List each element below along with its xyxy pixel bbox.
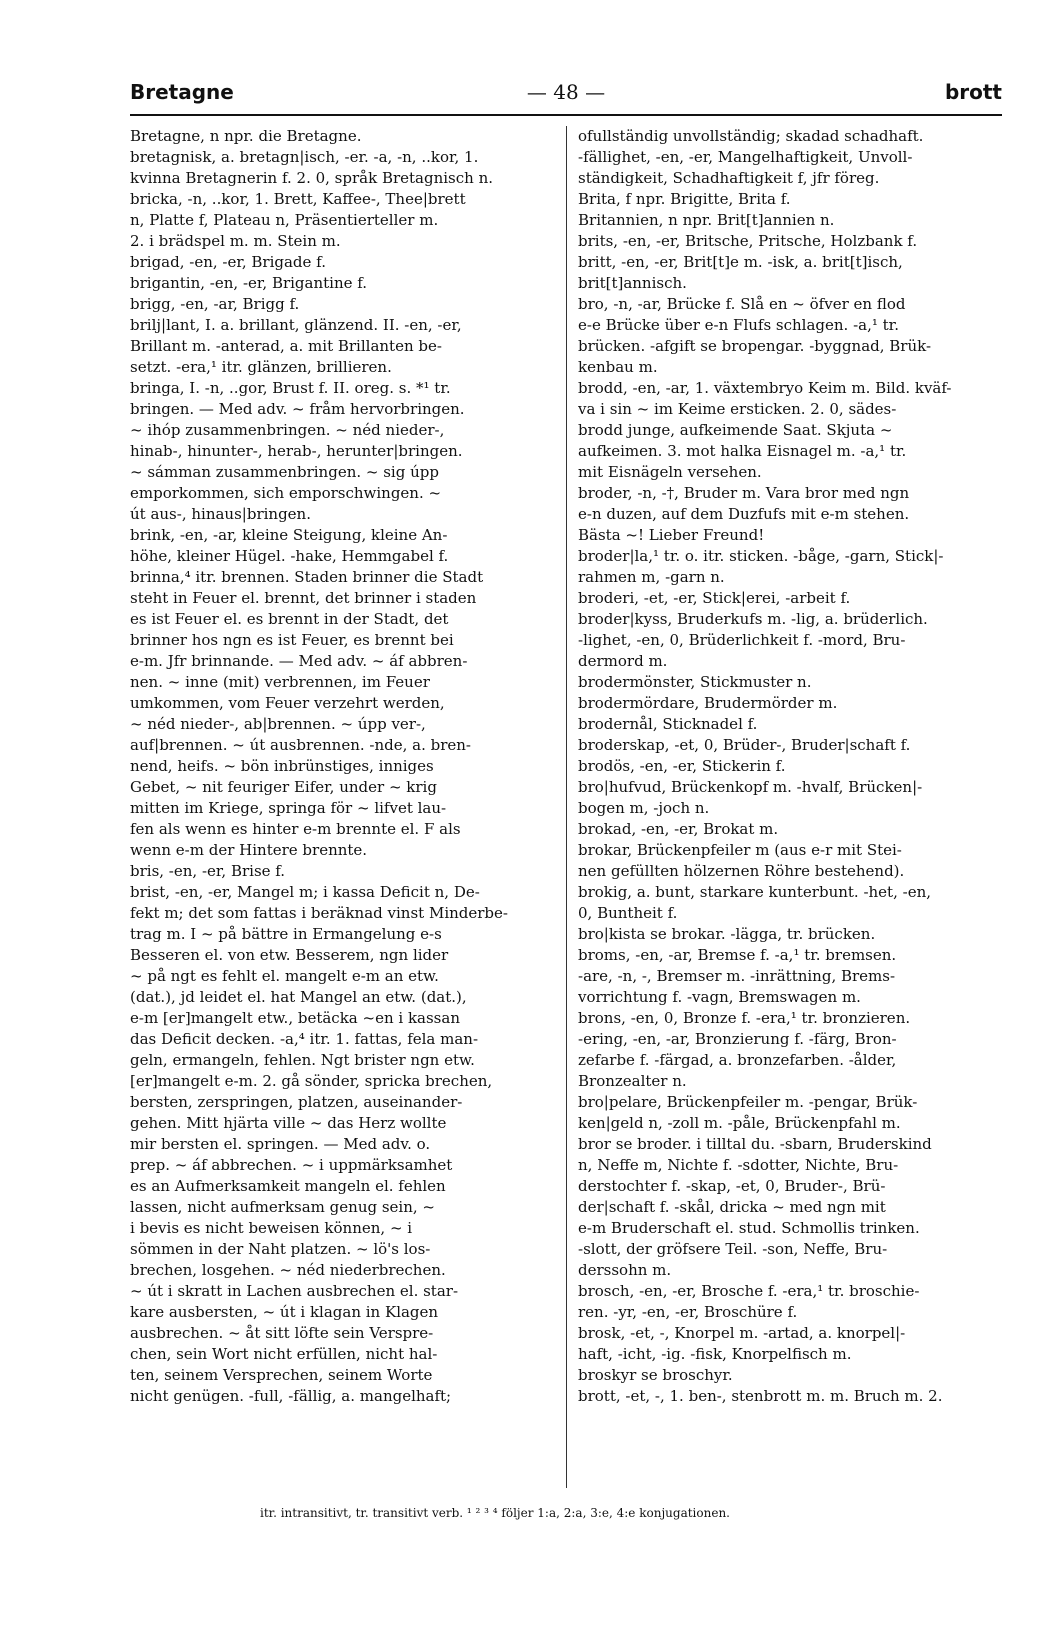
entry-line: zefarbe f. -färgad, a. bronzefarben. -ålder, [578,1051,897,1069]
entry-line: brinner hos ngn es ist Feuer, es brennt bei [130,631,454,649]
entry-line: e-m [er]mangelt etw., betäcka ~en i kassan [130,1009,460,1027]
entry-line: broder|la,¹ tr. o. itr. sticken. -båge, -garn, Stick|- [578,547,944,565]
entry-line: brodermönster, Stickmuster n. [578,673,812,691]
entry-line: rahmen m, -garn n. [578,568,725,586]
entry-line: höhe, kleiner Hügel. -hake, Hemmgabel f. [130,547,449,565]
entry-line: ~ på ngt es fehlt el. mangelt e-m an etw. [130,967,439,985]
entry-line: broder, -n, -†, Bruder m. Vara bror med ngn [578,484,910,502]
entry-line: brigg, -en, -ar, Brigg f. [130,295,300,313]
entry-line: Brita, f npr. Brigitte, Brita f. [578,190,791,208]
entry-line: 2. i brädspel m. m. Stein m. [130,232,341,250]
entry-line: ten, seinem Versprechen, seinem Worte [130,1366,433,1384]
page-header [130,80,1002,112]
entry-line: bringen. — Med adv. ~ fråm hervorbringen. [130,400,465,418]
entry-line: nicht genügen. -full, -fällig, a. mangelhaft; [130,1387,452,1405]
entry-line: Gebet, ~ nit feuriger Eifer, under ~ krig [130,778,437,796]
entry-line: ren. -yr, -en, -er, Broschüre f. [578,1303,798,1321]
entry-line: -ering, -en, -ar, Bronzierung f. -färg, Bron- [578,1030,897,1048]
entry-line: Bronzealter n. [578,1072,687,1090]
entry-line: 0, Buntheit f. [578,904,678,922]
entry-line: brodd junge, aufkeimende Saat. Skjuta ~ [578,421,893,439]
entry-line: e-m Bruderschaft el. stud. Schmollis trinken. [578,1219,920,1237]
entry-line: es ist Feuer el. es brennt in der Stadt, det [130,610,449,628]
entry-line: chen, sein Wort nicht erfüllen, nicht hal- [130,1345,438,1363]
entry-line: Bretagne, n npr. die Bretagne. [130,127,362,145]
entry-line: bersten, zerspringen, platzen, auseinander- [130,1093,463,1111]
entry-line: umkommen, vom Feuer verzehrt werden, [130,694,445,712]
entry-line: e-m. Jfr brinnande. — Med adv. ~ áf abbren- [130,652,468,670]
entry-line: brist, -en, -er, Mangel m; i kassa Deficit n, De- [130,883,480,901]
entry-line: brokad, -en, -er, Brokat m. [578,820,779,838]
page-number: — 48 — [526,80,606,104]
entry-line: dermord m. [578,652,668,670]
entry-line: gehen. Mitt hjärta ville ~ das Herz wollte [130,1114,447,1132]
entry-line: kvinna Bretagnerin f. 2. 0, språk Bretagnisch n. [130,169,494,187]
entry-line: n, Neffe m, Nichte f. -sdotter, Nichte, Bru- [578,1156,899,1174]
entry-line: mir bersten el. springen. — Med adv. o. [130,1135,431,1153]
entry-line: broms, -en, -ar, Bremse f. -a,¹ tr. bremsen. [578,946,897,964]
entry-line: bro|hufvud, Brückenkopf m. -hvalf, Brücken|- [578,778,923,796]
entry-line: broderskap, -et, 0, Brüder-, Bruder|schaft f. [578,736,911,754]
entry-line: bringa, I. -n, ..gor, Brust f. II. oreg. s. *¹ tr. [130,379,451,397]
entry-line: -lighet, -en, 0, Brüderlichkeit f. -mord, Bru- [578,631,906,649]
entry-line: ständigkeit, Schadhaftigkeit f, jfr föreg. [578,169,880,187]
entry-line: -slott, der gröfsere Teil. -son, Neffe, Bru- [578,1240,888,1258]
entry-line: aufkeimen. 3. mot halka Eisnagel m. -a,¹ tr. [578,442,907,460]
entry-line: bogen m, -joch n. [578,799,710,817]
entry-line: geln, ermangeln, fehlen. Ngt brister ngn etw. [130,1051,475,1069]
entry-line: es an Aufmerksamkeit mangeln el. fehlen [130,1177,446,1195]
entry-line: bror se broder. i tilltal du. -sbarn, Bruderskind [578,1135,932,1153]
entry-line: brits, -en, -er, Britsche, Pritsche, Holzbank f. [578,232,918,250]
entry-line: steht in Feuer el. brennt, det brinner i staden [130,589,477,607]
entry-line: i bevis es nicht beweisen können, ~ i [130,1219,413,1237]
entry-line: Brillant m. -anterad, a. mit Brillanten be- [130,337,442,355]
entry-line: brink, -en, -ar, kleine Steigung, kleine An- [130,526,448,544]
entry-line: ~ út i skratt in Lachen ausbrechen el. star- [130,1282,459,1300]
entry-line: e-n duzen, auf dem Duzfufs mit e-m stehen. [578,505,910,523]
entry-line: sömmen in der Naht platzen. ~ lö's los- [130,1240,431,1258]
entry-line: bricka, -n, ..kor, 1. Brett, Kaffee-, Thee|brett [130,190,466,208]
entry-line: wenn e-m der Hintere brennte. [130,841,368,859]
entry-line: e-e Brücke über e-n Flufs schlagen. -a,¹ tr. [578,316,899,334]
entry-line: bretagnisk, a. bretagn|isch, -er. -a, -n, ..kor, 1. [130,148,479,166]
entry-line: mit Eisnägeln versehen. [578,463,762,481]
entry-line: bris, -en, -er, Brise f. [130,862,286,880]
entry-line: brosk, -et, -, Knorpel m. -artad, a. knorpel|- [578,1324,906,1342]
right-column [578,126,1002,1407]
entry-line: broderi, -et, -er, Stick|erei, -arbeit f. [578,589,851,607]
entry-line: hinab-, hinunter-, herab-, herunter|bringen. [130,442,463,460]
entry-line: brodd, -en, -ar, 1. växtembryo Keim m. Bild. kväf- [578,379,952,397]
entry-line: fen als wenn es hinter e-m brennte el. F als [130,820,461,838]
entry-line: n, Platte f, Plateau n, Präsentierteller m. [130,211,439,229]
entry-line: das Deficit decken. -a,⁴ itr. 1. fattas, fela man- [130,1030,479,1048]
entry-line: brodernål, Sticknadel f. [578,715,758,733]
entry-line: ~ néd nieder-, ab|brennen. ~ úpp ver-, [130,715,426,733]
entry-line: ~ sámman zusammenbringen. ~ sig úpp [130,463,439,481]
entry-line: bro|kista se brokar. -lägga, tr. brücken. [578,925,876,943]
entry-line: brokig, a. bunt, starkare kunterbunt. -het, -en, [578,883,931,901]
entry-line: ofullständig unvollständig; skadad schadhaft. [578,127,924,145]
entry-line: derssohn m. [578,1261,672,1279]
entry-line: derstochter f. -skap, -et, 0, Bruder-, Brü- [578,1177,886,1195]
entry-line: kare ausbersten, ~ út i klagan in Klagen [130,1303,439,1321]
entry-line: broskyr se broschyr. [578,1366,733,1384]
entry-line: fekt m; det som fattas i beräknad vinst Minderbe- [130,904,508,922]
entry-line: brokar, Brückenpfeiler m (aus e-r mit Stei- [578,841,902,859]
header-left-word: Bretagne [130,80,234,104]
entry-line: vorrichtung f. -vagn, Bremswagen m. [578,988,861,1006]
column-divider [566,126,567,1488]
footer-abbreviations: itr. intransitivt, tr. transitivt verb. ¹ ² ³ ⁴ följer 1:a, 2:a, 3:e, 4:e konjugationen. [260,1506,730,1520]
entry-line: prep. ~ áf abbrechen. ~ i uppmärksamhet [130,1156,453,1174]
entry-line: Britannien, n npr. Brit[t]annien n. [578,211,835,229]
entry-line: ~ ihóp zusammenbringen. ~ néd nieder-, [130,421,445,439]
entry-line: broder|kyss, Bruderkufs m. -lig, a. brüderlich. [578,610,928,628]
entry-line: der|schaft f. -skål, dricka ~ med ngn mit [578,1198,886,1216]
entry-line: brigantin, -en, -er, Brigantine f. [130,274,368,292]
entry-line: emporkommen, sich emporschwingen. ~ [130,484,442,502]
entry-line: lassen, nicht aufmerksam genug sein, ~ [130,1198,435,1216]
left-column [130,126,558,1407]
entry-line: brott, -et, -, 1. ben-, stenbrott m. m. Bruch m. 2. [578,1387,943,1405]
entry-line: va i sin ~ im Keime ersticken. 2. 0, sädes- [578,400,897,418]
entry-line: brons, -en, 0, Bronze f. -era,¹ tr. bronzieren. [578,1009,911,1027]
entry-line: kenbau m. [578,358,658,376]
entry-line: út aus-, hinaus|bringen. [130,505,311,523]
entry-line: nend, heifs. ~ bön inbrünstiges, inniges [130,757,434,775]
entry-line: haft, -icht, -ig. -fisk, Knorpelfisch m. [578,1345,852,1363]
entry-line: bro, -n, -ar, Brücke f. Slå en ~ öfver en flod [578,295,906,313]
entry-line: brigad, -en, -er, Brigade f. [130,253,326,271]
entry-line: ken|geld n, -zoll m. -påle, Brückenpfahl m. [578,1114,901,1132]
entry-line: brit[t]annisch. [578,274,687,292]
entry-line: brodös, -en, -er, Stickerin f. [578,757,786,775]
entry-line: -are, -n, -, Bremser m. -inrättning, Brems- [578,967,896,985]
entry-line: auf|brennen. ~ út ausbrennen. -nde, a. bren- [130,736,471,754]
entry-line: brechen, losgehen. ~ néd niederbrechen. [130,1261,446,1279]
entry-line: (dat.), jd leidet el. hat Mangel an etw. (dat.), [130,988,467,1006]
entry-line: trag m. I ~ på bättre in Ermangelung e-s [130,925,442,943]
header-right-word: brott [944,80,1002,104]
entry-line: Besseren el. von etw. Besserem, ngn lider [130,946,449,964]
entry-line: brosch, -en, -er, Brosche f. -era,¹ tr. broschie- [578,1282,920,1300]
entry-line: ausbrechen. ~ åt sitt löfte sein Verspre- [130,1324,434,1342]
entry-line: mitten im Kriege, springa för ~ lifvet lau- [130,799,447,817]
header-rule [130,114,1002,116]
entry-line: brilj|lant, I. a. brillant, glänzend. II. -en, -er, [130,316,462,334]
entry-line: -fällighet, -en, -er, Mangelhaftigkeit, Unvoll- [578,148,913,166]
entry-line: britt, -en, -er, Brit[t]e m. -isk, a. brit[t]isch, [578,253,903,271]
entry-line: setzt. -era,¹ itr. glänzen, brillieren. [130,358,392,376]
entry-line: brinna,⁴ itr. brennen. Staden brinner die Stadt [130,568,484,586]
entry-line: nen gefüllten hölzernen Röhre bestehend). [578,862,905,880]
entry-line: brodermördare, Brudermörder m. [578,694,838,712]
entry-line: nen. ~ inne (mit) verbrennen, im Feuer [130,673,430,691]
entry-line: [er]mangelt e-m. 2. gå sönder, spricka brechen, [130,1072,493,1090]
entry-line: bro|pelare, Brückenpfeiler m. -pengar, Brük- [578,1093,918,1111]
entry-line: brücken. -afgift se bropengar. -byggnad, Brük- [578,337,932,355]
entry-line: Bästa ~! Lieber Freund! [578,526,765,544]
